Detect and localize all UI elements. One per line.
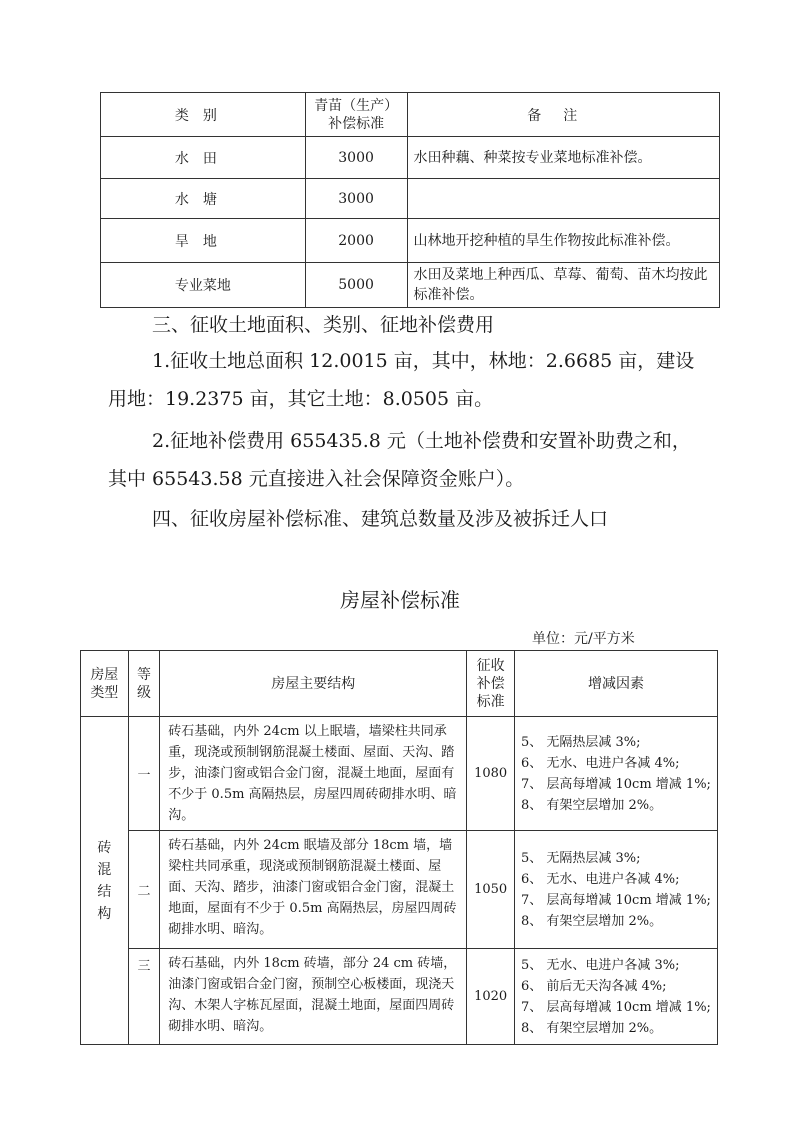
table-row	[101, 179, 720, 219]
house-table-unit: 单位：元/平方米	[532, 631, 635, 647]
factor-item: 5、 无隔热层减 3%;	[520, 734, 641, 750]
row-factors	[514, 717, 717, 831]
row-standard: 5000	[305, 263, 407, 308]
factor-item: 8、 有架空层增加 2%。	[520, 1020, 663, 1036]
factor-item: 6、 无水、电进户各减 4%;	[520, 871, 680, 887]
header-house-type-text: 房屋类型	[90, 666, 119, 701]
factor-item: 7、 层高每增减 10cm 增减 1%;	[520, 776, 711, 792]
factor-item: 8、 有架空层增加 2%。	[520, 913, 663, 929]
header-standard	[467, 651, 515, 717]
row-category: 水塘	[101, 179, 306, 219]
header-house-type	[81, 651, 129, 717]
header-category: 类别	[101, 93, 306, 137]
table-row	[101, 137, 720, 179]
factor-item: 7、 层高每增减 10cm 增减 1%;	[520, 892, 711, 908]
row-remark: 水田及菜地上种西瓜、草莓、葡萄、苗木均按此标准补偿。	[407, 263, 719, 308]
table-row	[101, 219, 720, 263]
header-remark: 备注	[407, 93, 719, 137]
factor-item: 6、 前后无天沟各减 4%;	[520, 978, 667, 994]
row-category: 旱地	[101, 219, 306, 263]
table-row	[81, 717, 718, 831]
row-standard: 2000	[305, 219, 407, 263]
header-standard	[305, 93, 407, 137]
house-type-cell	[81, 717, 129, 1045]
header-standard-line1: 青苗（生产）	[314, 97, 399, 114]
row-standard: 3000	[305, 179, 407, 219]
table-row	[81, 831, 718, 949]
row-structure: 砖石基础，内外 18cm 砖墙，部分 24 cm 砖墙，油漆门窗或铝合金门窗，预制空心板楼面，现浇天沟、木架人字栋瓦屋面，混凝土地面，屋面四周砖砌排水明、暗沟。	[160, 949, 467, 1045]
house-table-title: 房屋补偿标准	[340, 588, 460, 612]
header-factors: 增减因素	[514, 651, 717, 717]
row-standard: 1020	[467, 949, 515, 1045]
row-remark: 水田种藕、种菜按专业菜地标准补偿。	[407, 137, 719, 179]
row-factors	[514, 831, 717, 949]
row-category: 专业菜地	[101, 263, 306, 308]
row-structure: 砖石基础，内外 24cm 以上眠墙，墙梁柱共同承重，现浇或预制钢筋混凝土楼面、屋面、天沟、踏步，油漆门窗或铝合金门窗，混凝土地面，屋面有不少于 0.5m 高隔热层，房屋四周砖砌排水明、暗沟。	[160, 717, 467, 831]
row-remark	[407, 179, 719, 219]
row-standard: 1050	[467, 831, 515, 949]
house-table-header-row	[81, 651, 718, 717]
section3-heading: 三、征收土地面积、类别、征地补偿费用	[152, 314, 495, 336]
factor-item: 5、 无水、电进户各减 3%;	[520, 957, 680, 973]
section4-heading: 四、征收房屋补偿标准、建筑总数量及涉及被拆迁人口	[152, 508, 609, 530]
row-structure: 砖石基础，内外 24cm 眠墙及部分 18cm 墙，墙梁柱共同承重，现浇或预制钢筋混凝土楼面、屋面、天沟、踏步，油漆门窗或铝合金门窗，混凝土地面，屋面有不少于 0.5m 高隔热层，房屋四周砖砌排水明、暗沟。	[160, 831, 467, 949]
row-standard: 1080	[467, 717, 515, 831]
table-row	[101, 263, 720, 308]
table-row	[81, 949, 718, 1045]
house-type-text: 砖混结构	[97, 839, 112, 922]
factor-item: 7、 层高每增减 10cm 增减 1%;	[520, 999, 711, 1015]
row-category: 水田	[101, 137, 306, 179]
row-grade: 一	[128, 717, 160, 831]
house-compensation-table	[80, 650, 718, 1045]
header-standard-text: 征收补偿标准	[476, 657, 505, 710]
row-grade: 二	[128, 831, 160, 949]
row-remark: 山林地开挖种植的旱生作物按此标准补偿。	[407, 219, 719, 263]
header-standard-line2: 补偿标准	[328, 115, 385, 132]
row-standard: 3000	[305, 137, 407, 179]
header-structure: 房屋主要结构	[160, 651, 467, 717]
header-grade-text: 等级	[136, 666, 151, 701]
row-factors	[514, 949, 717, 1045]
section3-paragraph-1: 1.征收土地总面积 12.0015 亩，其中，林地：2.6685 亩，建设用地：19.2375 亩，其它土地：8.0505 亩。	[108, 350, 695, 410]
section3-paragraph-2: 2.征地补偿费用 655435.8 元（土地补偿费和安置补助费之和，其中 65543.58 元直接进入社会保障资金账户）。	[108, 430, 691, 490]
factor-item: 8、 有架空层增加 2%。	[520, 797, 663, 813]
header-grade	[128, 651, 160, 717]
row-grade: 三	[128, 949, 160, 1045]
factor-item: 5、 无隔热层减 3%;	[520, 850, 641, 866]
crop-table-header-row	[101, 93, 720, 137]
crop-compensation-table	[100, 92, 720, 308]
factor-item: 6、 无水、电进户各减 4%;	[520, 755, 680, 771]
